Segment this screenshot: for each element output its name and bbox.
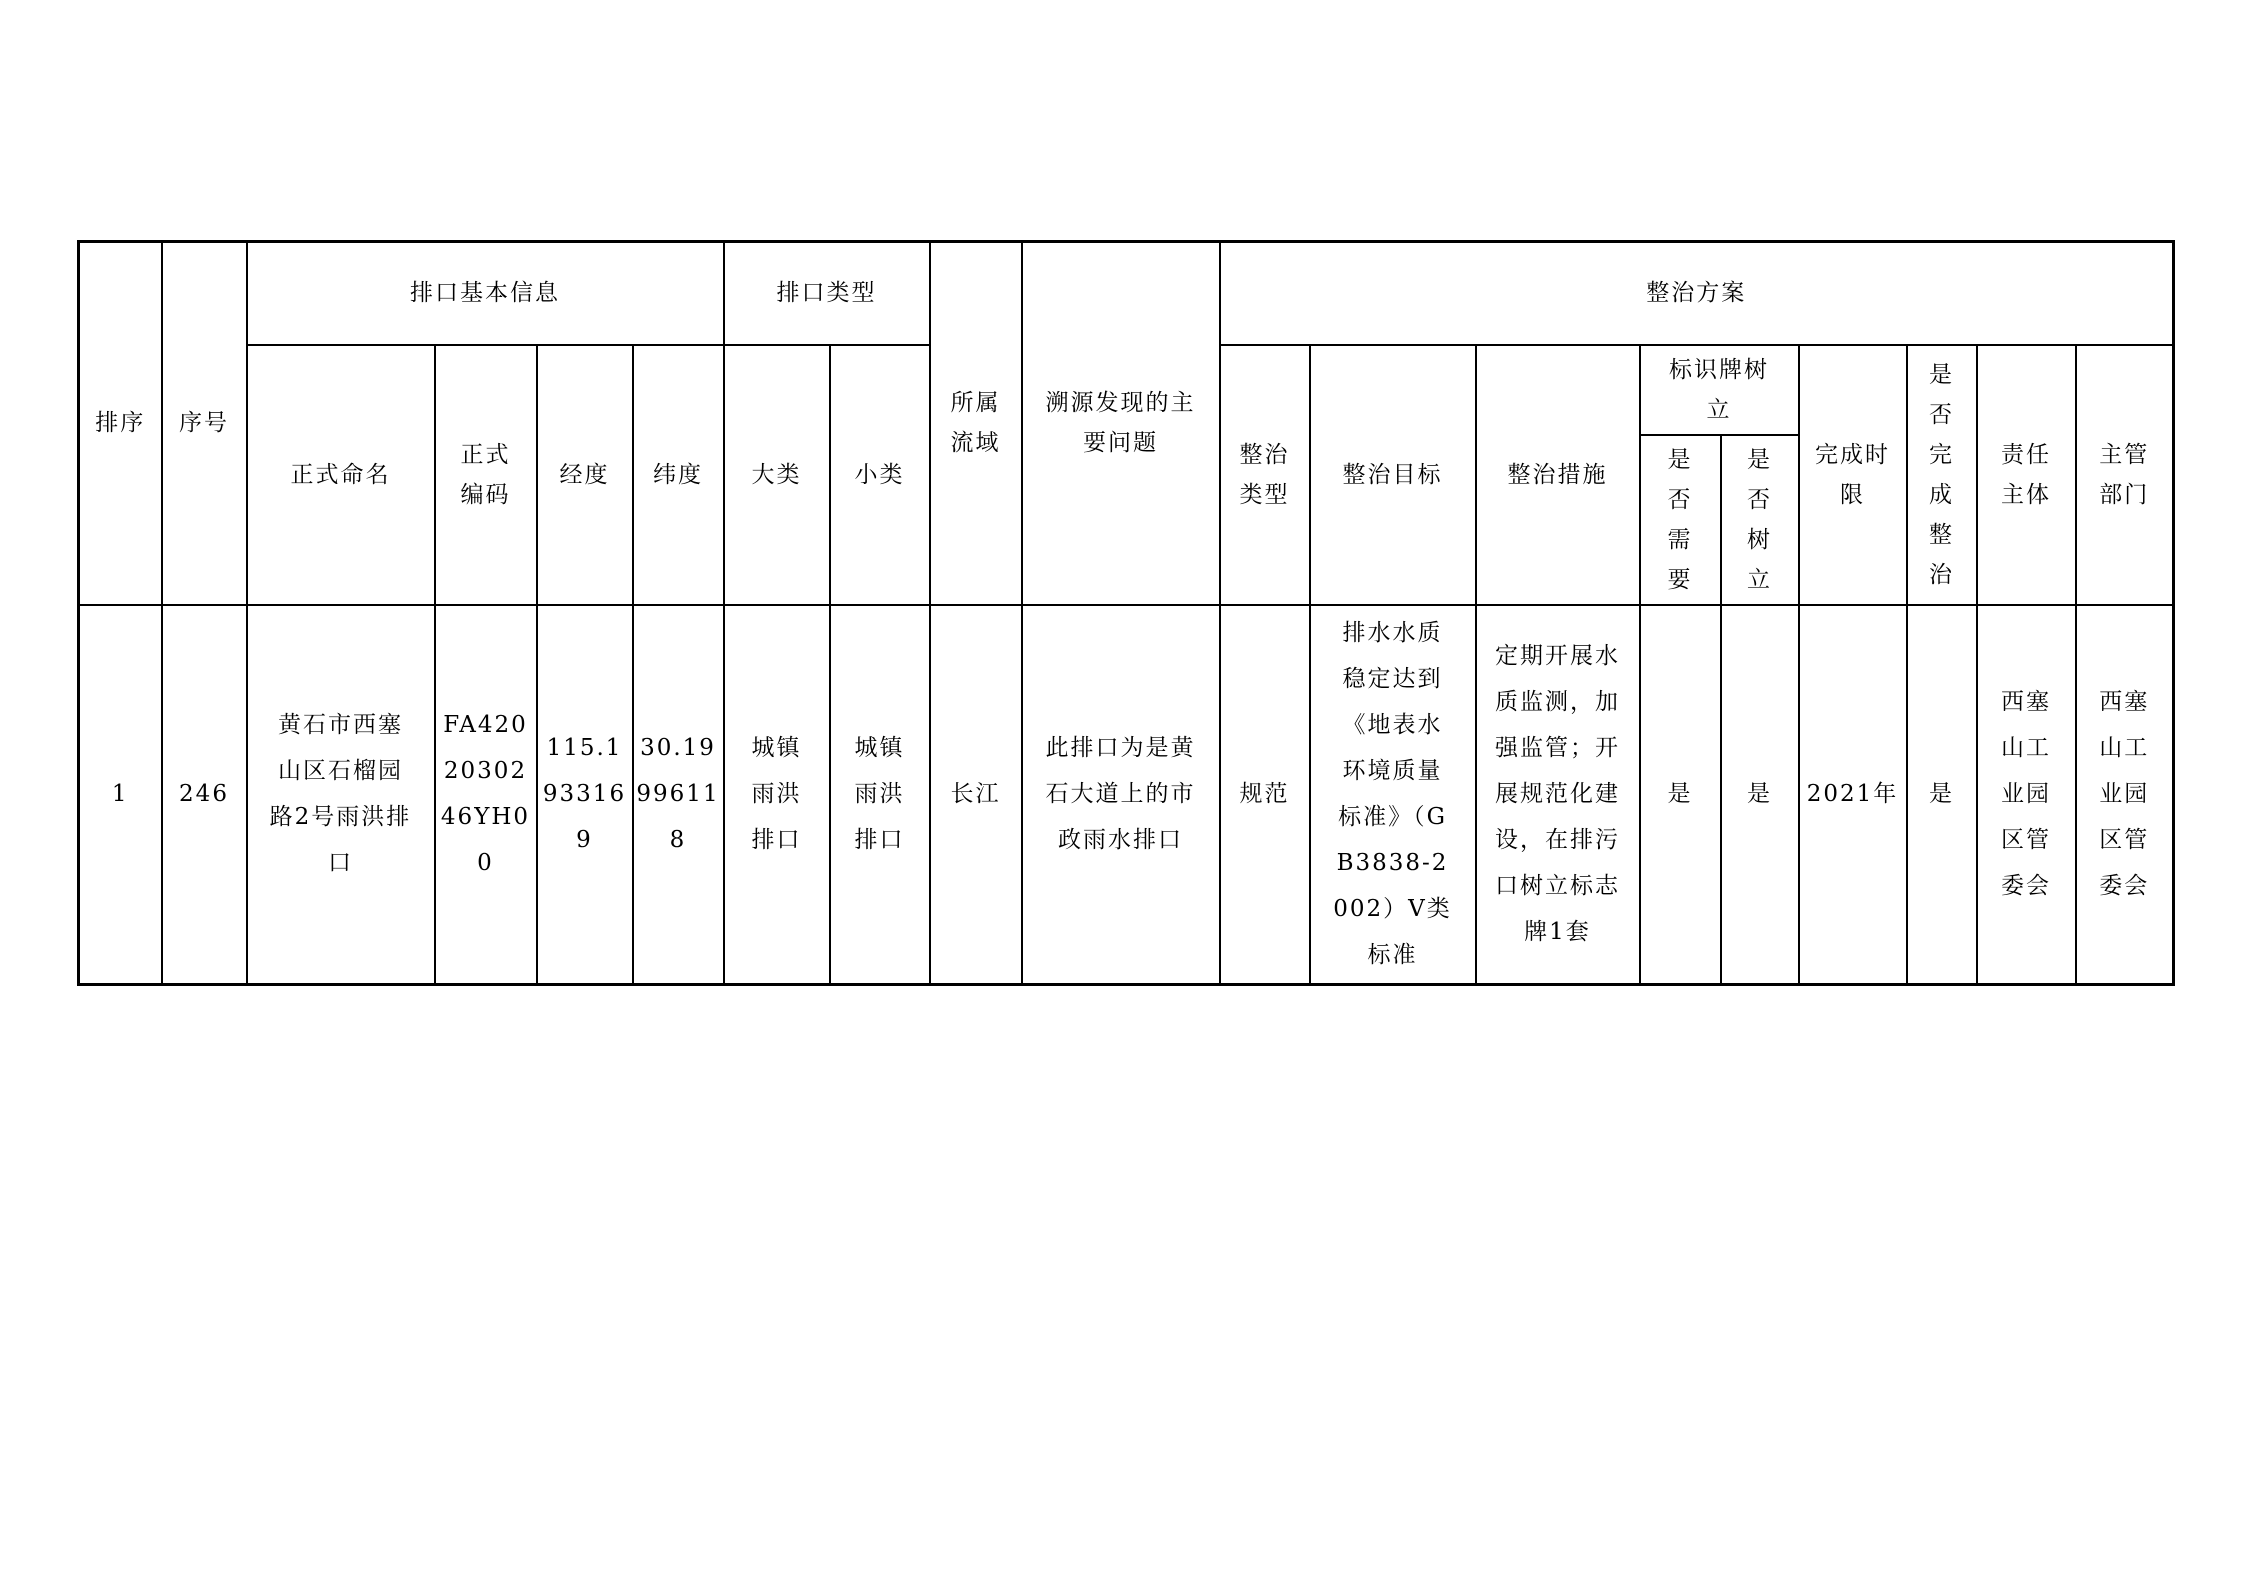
cell-sort-order: 1	[79, 605, 162, 985]
cell-main-problems: 此排口为是黄石大道上的市政雨水排口	[1022, 605, 1220, 985]
cell-sign-erected: 是	[1721, 605, 1799, 985]
header-sign-needed: 是否需要	[1640, 435, 1721, 605]
header-competent-department: 主管部门	[2076, 345, 2174, 605]
header-row-1	[79, 242, 2174, 345]
header-minor-category: 小类	[830, 345, 930, 605]
header-major-category: 大类	[724, 345, 830, 605]
header-watershed: 所属流域	[930, 242, 1022, 605]
cell-remediation-target: 排水水质稳定达到《地表水环境质量标准》（GB3838-2002）V类标准	[1310, 605, 1476, 985]
header-remediation-target: 整治目标	[1310, 345, 1476, 605]
cell-major-category: 城镇雨洪排口	[724, 605, 830, 985]
cell-remediation-completed: 是	[1907, 605, 1977, 985]
header-sign-erection: 标识牌树立	[1640, 345, 1799, 435]
header-remediation-type: 整治类型	[1220, 345, 1310, 605]
header-remediation-completed: 是否完成整治	[1907, 345, 1977, 605]
header-completion-deadline: 完成时限	[1799, 345, 1907, 605]
cell-official-name: 黄石市西塞山区石榴园路2号雨洪排口	[247, 605, 435, 985]
header-outlet-type: 排口类型	[724, 242, 930, 345]
cell-competent-department: 西塞山工业园区管委会	[2076, 605, 2174, 985]
header-latitude: 纬度	[633, 345, 724, 605]
cell-watershed: 长江	[930, 605, 1022, 985]
cell-longitude: 115.1933169	[537, 605, 633, 985]
cell-official-code: FA4202030246YH00	[435, 605, 537, 985]
header-main-problems: 溯源发现的主要问题	[1022, 242, 1220, 605]
cell-sign-needed: 是	[1640, 605, 1721, 985]
cell-remediation-type: 规范	[1220, 605, 1310, 985]
header-remediation-measures: 整治措施	[1476, 345, 1640, 605]
header-longitude: 经度	[537, 345, 633, 605]
cell-minor-category: 城镇雨洪排口	[830, 605, 930, 985]
header-official-name: 正式命名	[247, 345, 435, 605]
table-row	[79, 605, 2174, 985]
header-official-code: 正式编码	[435, 345, 537, 605]
cell-remediation-measures: 定期开展水质监测，加强监管；开展规范化建设，在排污口树立标志牌1套	[1476, 605, 1640, 985]
header-serial-number: 序号	[162, 242, 247, 605]
cell-responsible-entity: 西塞山工业园区管委会	[1977, 605, 2076, 985]
cell-serial-number: 246	[162, 605, 247, 985]
header-sort-order: 排序	[79, 242, 162, 605]
cell-completion-deadline: 2021年	[1799, 605, 1907, 985]
header-sign-erected: 是否树立	[1721, 435, 1799, 605]
header-outlet-basic-info: 排口基本信息	[247, 242, 724, 345]
outfall-remediation-table	[77, 240, 2175, 986]
header-remediation-plan: 整治方案	[1220, 242, 2174, 345]
cell-latitude: 30.19996118	[633, 605, 724, 985]
header-responsible-entity: 责任主体	[1977, 345, 2076, 605]
